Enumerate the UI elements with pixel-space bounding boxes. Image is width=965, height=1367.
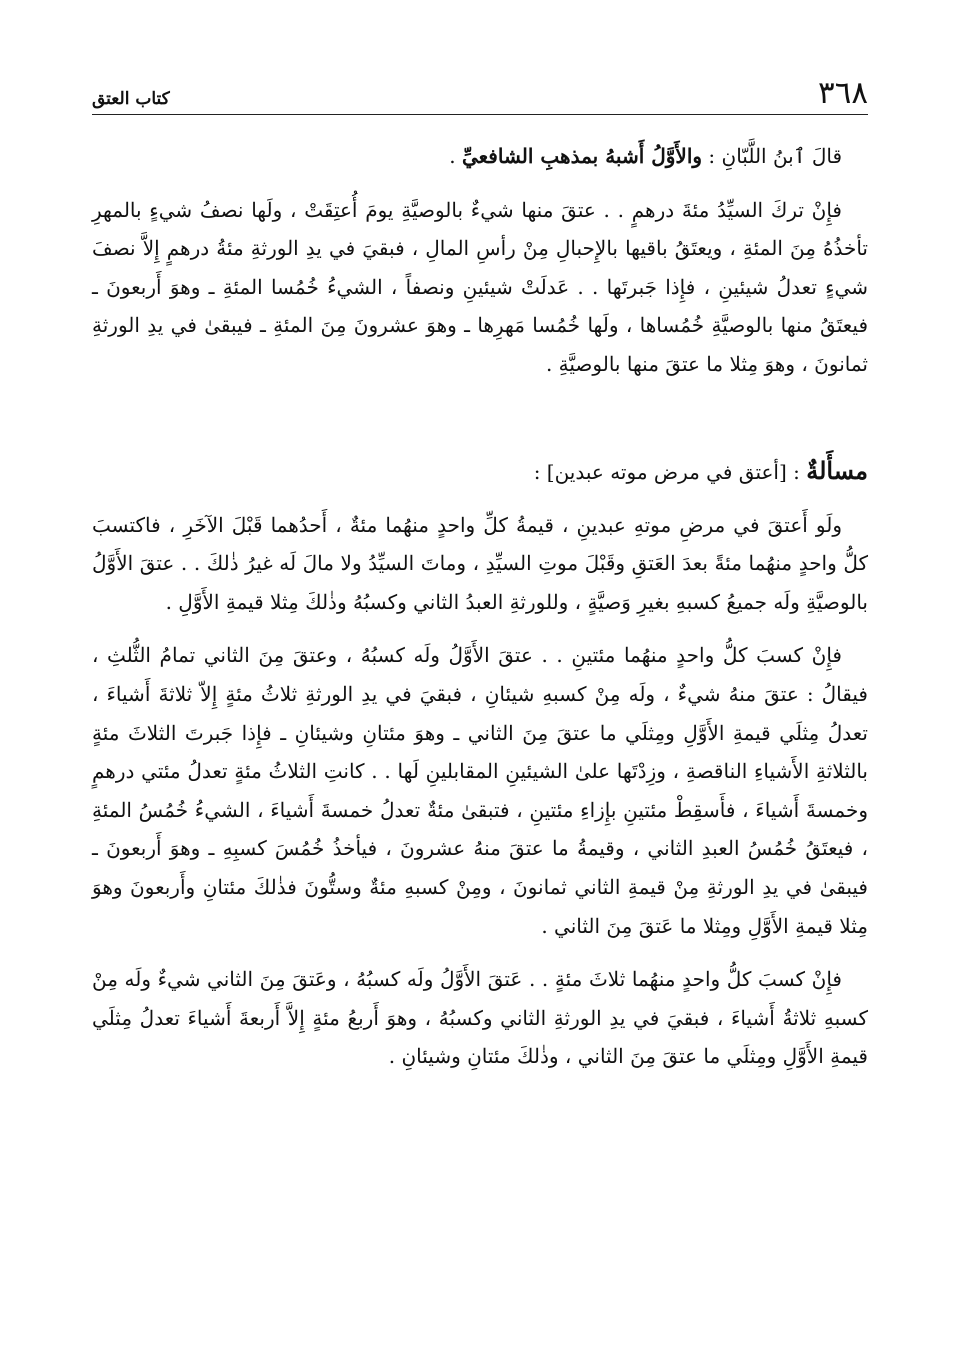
- paragraph-two-hundred-earned: فإِنْ كسبَ كلُّ واحدٍ منهُما مئتينِ . . عتقَ الأَوَّلُ ولَه كسبُهُ ، وعتقَ مِنَ الثاني تمامُ الثُّلثِ ، فيقالُ : عتقَ منهُ شيءٌ ، ولَه مِنْ كسبهِ شيئانِ ، فبقيَ في يدِ الورثةِ ثلاثُ مئةٍ إِلاّ ثلاثةَ أَشياءَ ، تعدلُ مِثلَي قيمةِ الأَوَّلِ ومِثلَي ما عتقَ مِنَ الثاني ـ وهوَ مئتانِ وشيئانِ ـ فإِذا جَبرتَ الثلاثَ مئةٍ بالثلاثةِ الأَشياءِ الناقصةِ ، وزِدْتَها علىٰ الشيئينِ المقابلينِ لَها . . كانتِ الثلاثُ مئةٍ تعدلُ مئتي درهمٍ وخمسةَ أَشياءَ ، فأَسقِطْ مئتينِ بإِزاءِ مئتينِ ، فتبقىٰ مئةٌ تعدلُ خمسةَ أَشياءَ ، الشيءُ خُمُسُ المئةِ ، فيعتَقُ خُمُسُ العبدِ الثاني ، وقيمةُ ما عتقَ منهُ عشرونَ ، فيأخذُ خُمُسَ كسبِهِ ـ وهوَ أَربعونَ ـ فيبقىٰ في يدِ الورثةِ مِنْ قيمةِ الثاني ثمانونَ ، ومِنْ كسبهِ مئةٌ وستُّونَ فذٰلكَ مئتانِ وأَربعونَ وهوَ مِثلا قيمةِ الأَوَّلِ ومِثلا ما عَتقَ مِنَ الثاني .: [92, 643, 868, 938]
- paragraph-suffix: .: [449, 144, 462, 168]
- book-page: [92, 60, 868, 1320]
- masala-heading: [92, 452, 868, 491]
- paragraph-prefix: قالَ ٱبنُ اللَّبّانِ :: [702, 144, 842, 168]
- paragraph-hundred-dirhams: فإِنْ تركَ السيِّدُ مئةَ درهمٍ . . عتقَ منها شيءٌ بالوصيَّةِ يومَ أُعتِقَتْ ، ولَها نصفُ شيءٍ بالمهرِ تأخذُهُ مِنَ المئةِ ، ويعتَقُ باقيها بالإِحبالِ مِنْ رأسِ المالِ ، فبقيَ في يدِ الورثةِ مئةُ درهمٍ إِلاَّ نصفَ شيءٍ تعدلُ شيئينِ ، فإِذا جَبرتَها . . عَدلَتْ شيئينِ ونصفاً ، الشيءُ خُمُسا المئةِ ـ وهوَ أَربعونَ ـ فيعتَقُ منها بالوصيَّةِ خُمُساها ، ولَها خُمُسا مَهرِها ـ وهوَ عشرونَ مِنَ المئةِ ـ فيبقىٰ في يدِ الورثةِ ثمانونَ ، وهوَ مِثلا ما عتقَ منها بالوصيَّةِ .: [92, 197, 868, 376]
- section-title: كتاب العتق: [92, 89, 170, 109]
- bold-statement: والأَوَّلُ أَشبهُ بمذهبِ الشافعيِّ: [461, 144, 703, 168]
- running-head: [92, 60, 868, 115]
- paragraph-ibn-al-labban: [92, 137, 868, 176]
- paragraph-two-slaves: ولَو أَعتقَ في مرضِ موتهِ عبدينِ ، قيمةُ كلِّ واحدٍ منهُما مئةٌ ، أَحدُهما قَبْلَ الآخَرِ ، فاكتسبَ كلُّ واحدٍ منهُما مئةً بعدَ العَتقِ وقَبْلَ موتِ السيِّدِ ، وماتَ السيِّدُ ولا مالَ لَه غيرُ ذٰلكَ . . عتقَ الأَوَّلُ بالوصيَّةِ ولَه جميعُ كسبهِ بغيرِ وَصيَّةٍ ، وللورثةِ العبدُ الثاني وكسبُهُ وذٰلكَ مِثلا قيمةِ الأَوَّلِ .: [92, 512, 868, 614]
- masala-label: مسأَلةٌ: [806, 455, 868, 485]
- page-number: ٣٦٨: [818, 75, 868, 111]
- paragraph-three-hundred-earned: فإِنْ كسبَ كلُّ واحدٍ منهُما ثلاثَ مئةٍ . . عَتقَ الأَوَّلُ ولَه كسبُهُ ، وعَتقَ مِنَ الثاني شيءٌ ولَه مِنْ كسبهِ ثلاثةُ أَشياءَ ، فبقيَ في يدِ الورثةِ الثاني وكسبُهُ ، وهوَ أَربعُ مئةٍ إِلاَّ أَربعةَ أَشياءَ تعدلُ مِثلَي قيمةِ الأَوَّلِ ومِثلَي ما عتقَ مِنَ الثاني ، وذٰلكَ مئتانِ وشيئانِ .: [92, 967, 868, 1069]
- masala-title: : [أعتق في مرض موته عبدين] :: [533, 459, 807, 484]
